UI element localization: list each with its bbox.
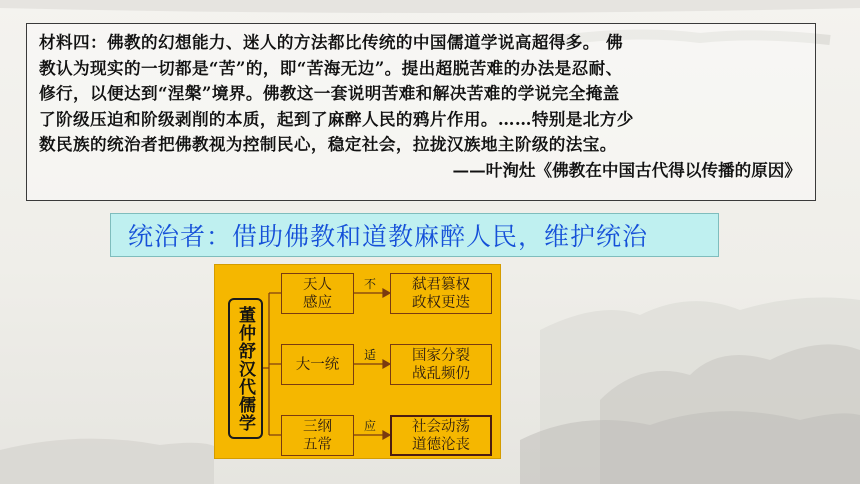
relation-label-1: 不 bbox=[364, 277, 377, 291]
relation-label-2: 适 bbox=[364, 348, 377, 362]
quote-line-1: 材料四：佛教的幻想能力、迷人的方法都比传统的中国儒道学说高超得多。 佛 bbox=[39, 32, 623, 52]
cause-node-2: 大一统 bbox=[281, 344, 354, 385]
root-node-dong-zhongshu: 董仲舒汉代儒学 bbox=[228, 298, 263, 439]
confucianism-diagram bbox=[214, 264, 501, 459]
quote-line-5: 数民族的统治者把佛教视为控制民心，稳定社会，拉拢汉族地主阶级的法宝。 bbox=[39, 134, 617, 154]
cause-node-1: 天人 感应 bbox=[281, 273, 354, 314]
effect-node-3: 社会动荡 道德沦丧 bbox=[390, 415, 492, 456]
quote-line-2: 教认为现实的一切都是“苦”的，即“苦海无边”。提出超脱苦难的办法是忍耐、 bbox=[39, 57, 623, 78]
quote-line-3: 修行，以便达到“涅槃”境界。佛教这一套说明苦难和解决苦难的学说完全掩盖 bbox=[39, 83, 620, 103]
effect-node-1: 弑君篡权 政权更迭 bbox=[390, 273, 492, 314]
relation-label-3: 应 bbox=[364, 419, 377, 433]
quote-line-4: 了阶级压迫和阶级剥削的本质，起到了麻醉人民的鸦片作用。……特别是北方少 bbox=[39, 108, 634, 129]
quote-source: ——叶洵灶《佛教在中国古代得以传播的原因》 bbox=[452, 159, 801, 180]
summary-banner: 统治者：借助佛教和道教麻醉人民，维护统治 bbox=[110, 213, 719, 257]
cause-node-3: 三纲 五常 bbox=[281, 415, 354, 456]
effect-node-2: 国家分裂 战乱频仍 bbox=[390, 344, 492, 385]
quote-box bbox=[26, 23, 816, 201]
